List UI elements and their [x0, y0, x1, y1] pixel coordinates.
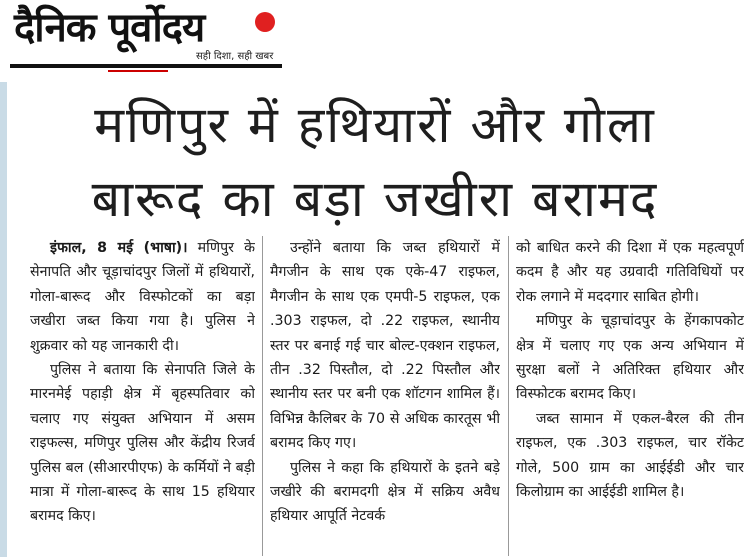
newspaper-logo: दैनिक पूर्वोदय	[14, 5, 205, 51]
dateline: इंफाल, 8 मई (भाषा)।	[50, 240, 188, 256]
masthead-accent-rule	[108, 70, 168, 72]
paragraph: जब्त सामान में एकल-बैरल की तीन राइफल, एक .303 राइफल, चार रॉकेट गोले, 500 ग्राम का आईईडी और चार किलोग्राम का आईईडी शामिल है।	[516, 410, 744, 501]
headline-line-2: बारूद का बड़ा जखीरा बरामद	[91, 170, 659, 228]
paragraph: मणिपुर के चूड़ाचांदपुर के हेंगकापकोट क्षेत्र में चलाए गए एक अन्य अभियान में सुरक्षा बलों ने अतिरिक्त हथियार और विस्फोटक बरामद किए।	[516, 313, 744, 403]
tagline: सही दिशा, सही खबर	[196, 51, 274, 62]
paragraph: पुलिस ने कहा कि हथियारों के इतने बड़े जखीरे की बरामदगी क्षेत्र में सक्रिय अवैध हथियार आपूर्ति नेटवर्क	[270, 459, 500, 525]
page-edge-strip	[0, 82, 7, 557]
paragraph	[30, 236, 255, 358]
paragraph: पुलिस ने बताया कि सेनापति जिले के मारनमेई पहाड़ी क्षेत्र में बृहस्पतिवार को चलाए गए संयुक्त अभियान में असम राइफल्स, मणिपुर पुलिस और केंद्रीय रिजर्व पुलिस बल (सीआरपीएफ) के कर्मियों ने बड़ी मात्रा में गोला-बारूद के साथ 15 हथियार बरामद किए।	[30, 362, 255, 525]
article-column-3	[516, 236, 744, 556]
headline-line-1: मणिपुर में हथियारों और गोला	[94, 96, 656, 154]
article-column-2	[270, 236, 500, 556]
paragraph: उन्होंने बताया कि जब्त हथियारों में मैगजीन के साथ एक एके-47 राइफल, मैगजीन के साथ एक एमपी-5 राइफल, एक .303 राइफल, दो .22 राइफल, स्थानीय स्तर पर बनाई गई चार बोल्ट-एक्शन राइफल, तीन .32 पिस्तौल, दो .22 पिस्तौल और स्थानीय स्तर पर बनी एक शॉटगन शामिल हैं। विभिन्न कैलिबर के 70 से अधिक कारतूस भी बरामद किए गए।	[270, 240, 500, 452]
headline	[30, 88, 720, 236]
masthead-rule	[10, 64, 282, 68]
paragraph-text: मणिपुर के सेनापति और चूड़ाचांदपुर जिलों में हथियारों, गोला-बारूद और विस्फोटकों का बड़ा जखीरा जब्त किया गया है। पुलिस ने शुक्रवार को यह जानकारी दी।	[30, 240, 255, 354]
sun-logo-icon	[255, 12, 275, 32]
column-divider	[262, 236, 263, 556]
masthead	[0, 0, 751, 80]
column-divider	[508, 236, 509, 556]
paragraph: को बाधित करने की दिशा में एक महत्वपूर्ण कदम है और यह उग्रवादी गतिविधियों पर रोक लगाने में मददगार साबित होगी।	[516, 240, 744, 305]
article-column-1	[30, 236, 255, 556]
